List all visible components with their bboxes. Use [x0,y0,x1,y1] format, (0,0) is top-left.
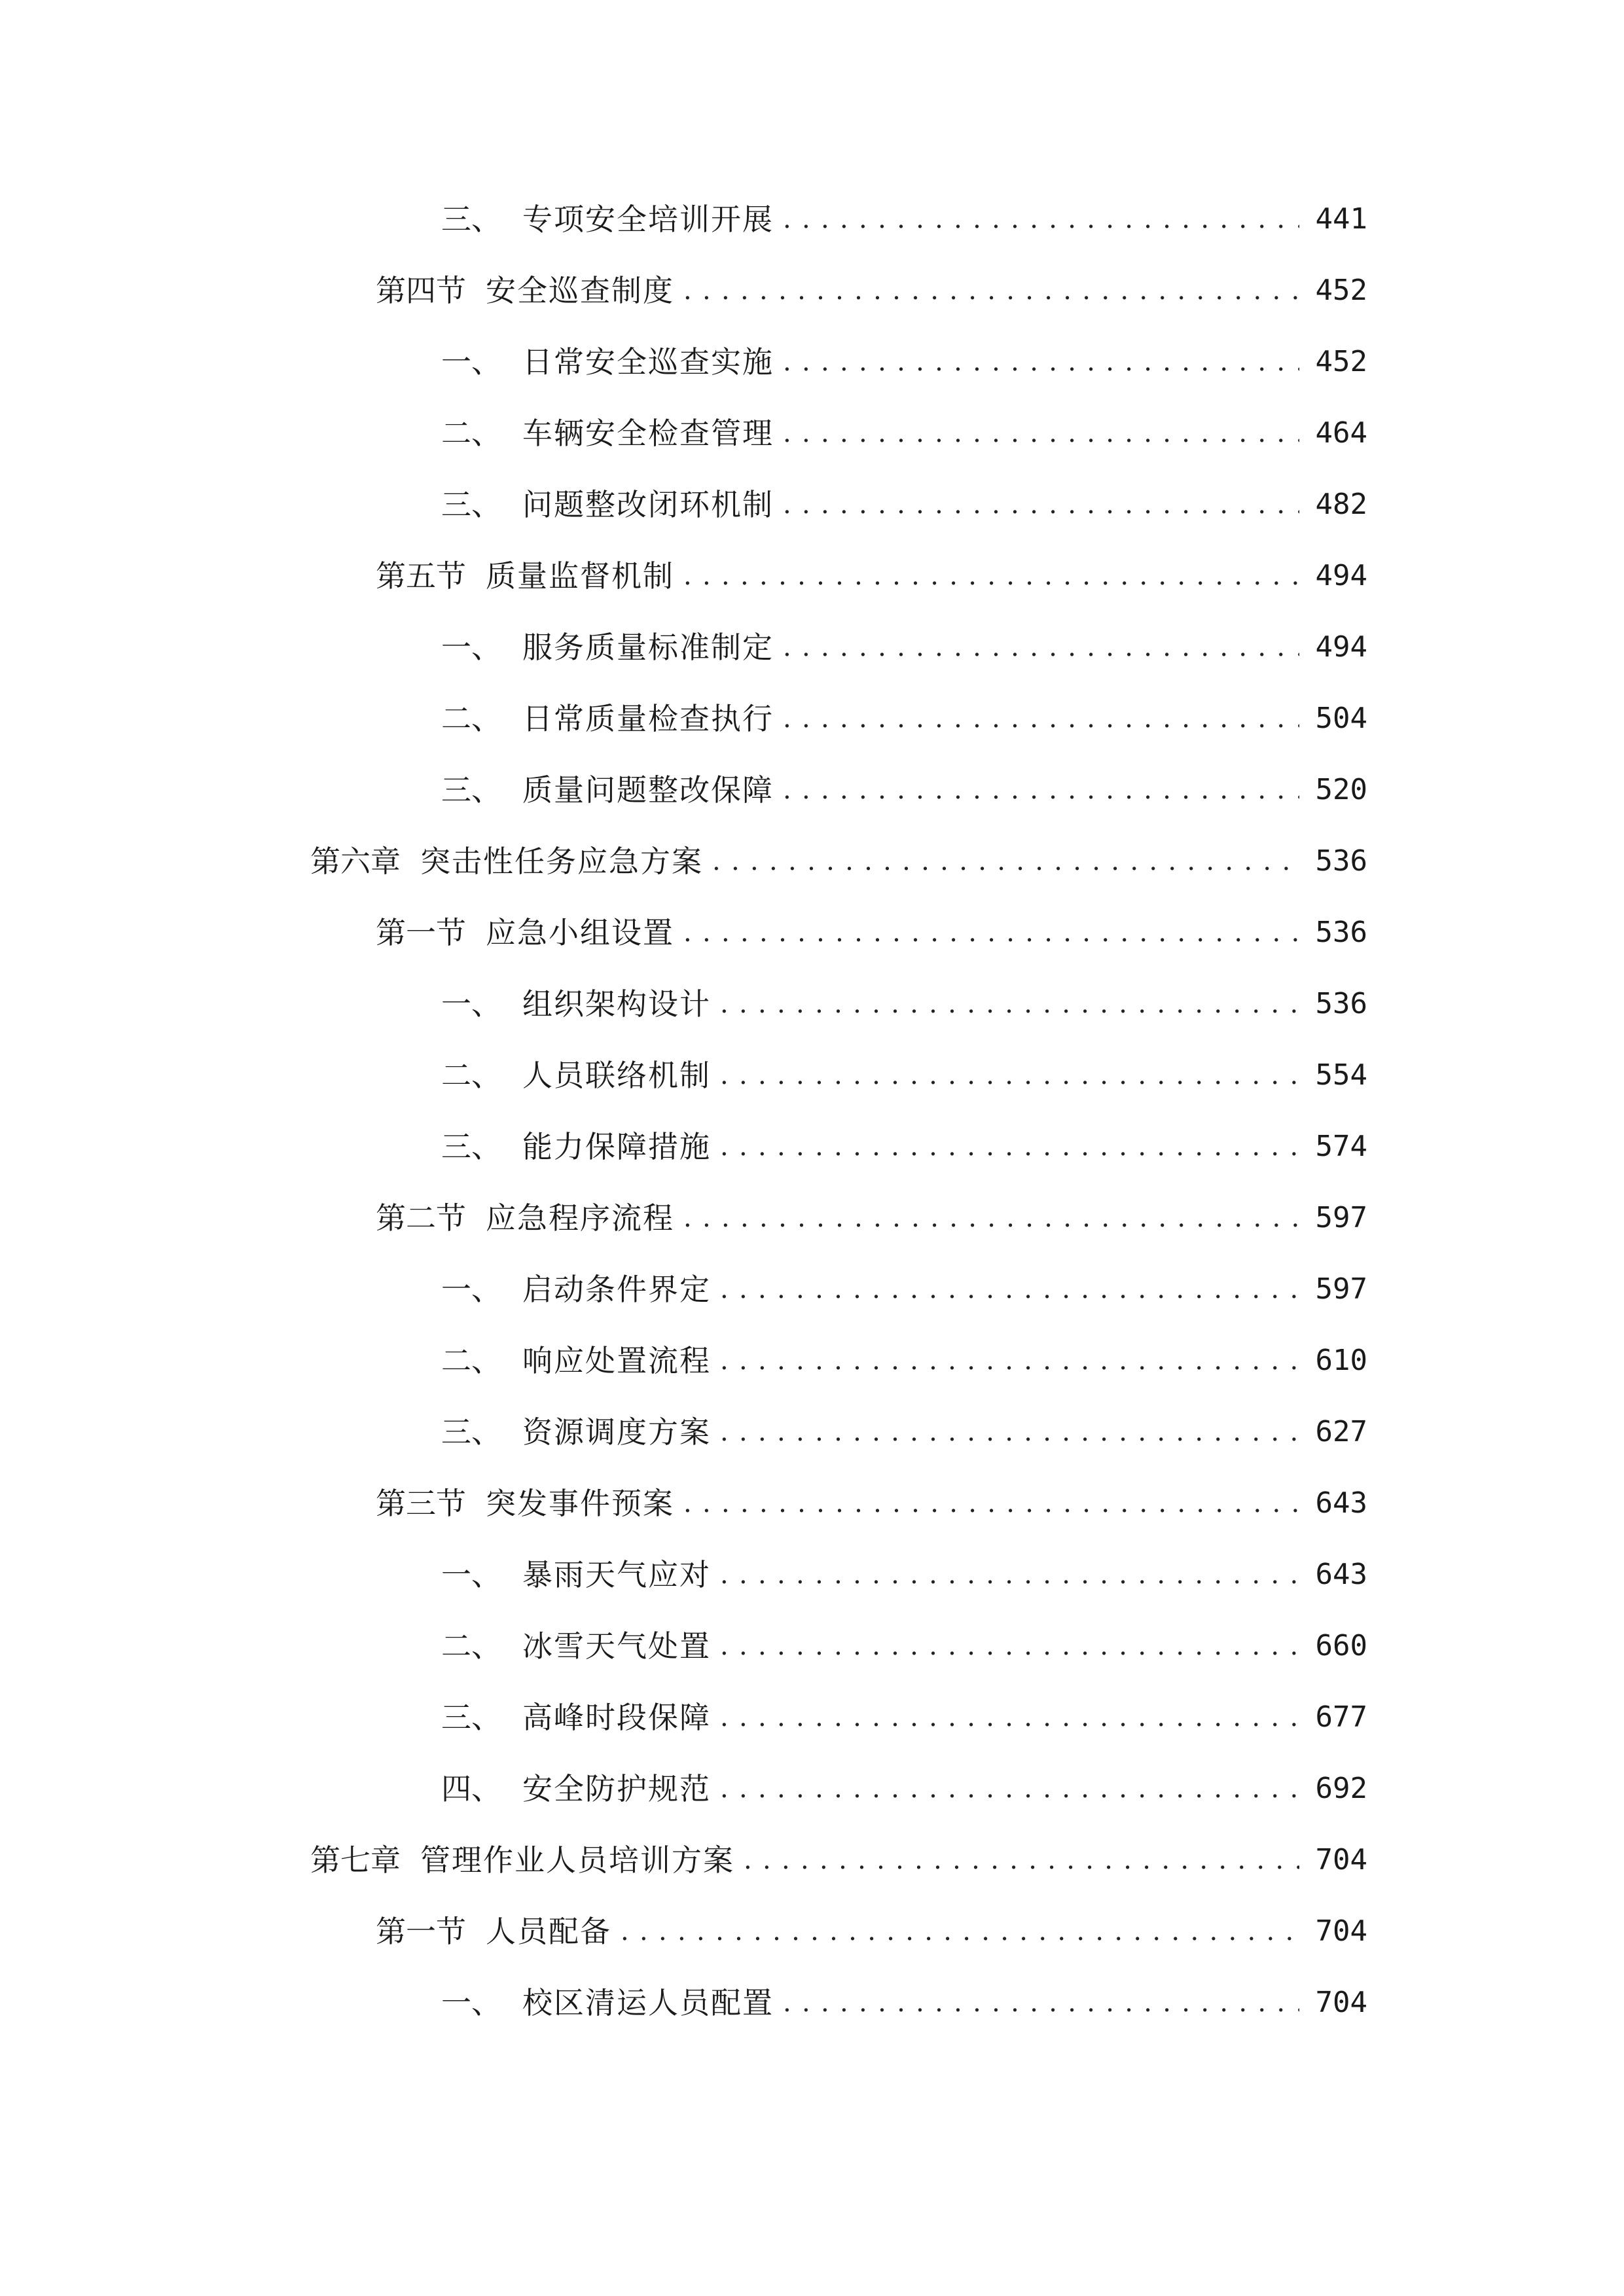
dot-leader [720,978,1299,1030]
entry-number: 第六章 [310,844,401,879]
entry-number: 二、 [441,1343,501,1378]
toc-entry[interactable] [441,1263,1367,1316]
toc-entry[interactable] [376,264,1367,317]
toc-entry[interactable] [376,906,1367,959]
entry-title: 暴雨天气应对 [522,1557,711,1592]
toc-entry[interactable] [441,1549,1367,1601]
toc-entry[interactable] [310,1834,1367,1886]
entry-title: 服务质量标准制定 [522,630,774,665]
dot-leader [683,906,1299,959]
toc-entry[interactable] [441,764,1367,816]
entry-title: 质量问题整改保障 [522,772,774,808]
toc-entry[interactable] [376,1477,1367,1530]
entry-number: 第四节 [376,273,466,308]
entry-number: 一、 [441,986,501,1022]
entry-title: 日常安全巡查实施 [522,344,774,380]
entry-page-number: 554 [1315,1058,1367,1092]
toc-entry[interactable] [441,1620,1367,1672]
dot-leader [720,1049,1299,1102]
toc-entry[interactable] [441,1049,1367,1102]
entry-number: 三、 [441,487,501,522]
dot-leader [683,1192,1299,1244]
entry-page-number: 494 [1315,630,1367,664]
entry-title: 车辆安全检查管理 [522,416,774,451]
toc-entry[interactable] [376,1905,1367,1958]
entry-page-number: 692 [1315,1772,1367,1805]
entry-page-number: 597 [1315,1272,1367,1306]
dot-leader [783,407,1299,459]
dot-leader [783,621,1299,673]
entry-page-number: 536 [1315,916,1367,949]
entry-number: 第七章 [310,1842,401,1878]
entry-title: 专项安全培训开展 [522,202,774,237]
entry-page-number: 704 [1315,1914,1367,1948]
entry-title: 资源调度方案 [522,1414,711,1450]
entry-number: 三、 [441,1414,501,1450]
entry-number: 第二节 [376,1200,466,1236]
entry-page-number: 504 [1315,702,1367,735]
dot-leader [720,1691,1299,1744]
dot-leader [683,1477,1299,1530]
dot-leader [720,1335,1299,1387]
toc-entry[interactable] [441,1691,1367,1744]
entry-page-number: 677 [1315,1700,1367,1734]
entry-page-number: 520 [1315,773,1367,806]
entry-title: 校区清运人员配置 [522,1985,774,2020]
entry-number: 一、 [441,1985,501,2020]
dot-leader [683,550,1299,602]
entry-title: 管理作业人员培训方案 [420,1842,734,1878]
entry-page-number: 441 [1315,202,1367,236]
toc-entry[interactable] [441,692,1367,745]
entry-number: 第三节 [376,1486,466,1521]
entry-number: 三、 [441,1700,501,1735]
dot-leader [720,1406,1299,1458]
dot-leader [720,1549,1299,1601]
toc-entry[interactable] [376,1192,1367,1244]
entry-page-number: 494 [1315,559,1367,592]
entry-title: 启动条件界定 [522,1272,711,1307]
entry-page-number: 574 [1315,1130,1367,1163]
entry-title: 日常质量检查执行 [522,701,774,736]
entry-page-number: 452 [1315,274,1367,307]
toc-entry[interactable] [441,1763,1367,1815]
entry-page-number: 643 [1315,1558,1367,1591]
toc-entry[interactable] [441,478,1367,531]
entry-number: 第一节 [376,915,466,950]
toc-entry[interactable] [441,336,1367,388]
entry-title: 人员联络机制 [522,1058,711,1093]
dot-leader [783,193,1299,245]
dot-leader [712,835,1299,888]
entry-number: 二、 [441,701,501,736]
entry-title: 冰雪天气处置 [522,1628,711,1664]
entry-page-number: 536 [1315,987,1367,1020]
toc-entry[interactable] [441,1335,1367,1387]
entry-title: 突击性任务应急方案 [420,844,703,879]
toc-entry[interactable] [441,193,1367,245]
entry-number: 二、 [441,1628,501,1664]
entry-page-number: 643 [1315,1486,1367,1520]
entry-page-number: 452 [1315,345,1367,378]
entry-title: 高峰时段保障 [522,1700,711,1735]
entry-title: 人员配备 [486,1914,611,1949]
entry-title: 应急程序流程 [486,1200,674,1236]
dot-leader [720,1763,1299,1815]
entry-number: 一、 [441,1557,501,1592]
dot-leader [783,764,1299,816]
entry-number: 第一节 [376,1914,466,1949]
dot-leader [783,336,1299,388]
toc-entry[interactable] [441,1121,1367,1173]
toc-entry[interactable] [310,835,1367,888]
entry-number: 三、 [441,202,501,237]
dot-leader [783,478,1299,531]
dot-leader [720,1620,1299,1672]
dot-leader [720,1263,1299,1316]
entry-title: 安全巡查制度 [486,273,674,308]
entry-title: 组织架构设计 [522,986,711,1022]
entry-page-number: 704 [1315,1986,1367,2019]
toc-entry[interactable] [441,621,1367,673]
entry-number: 一、 [441,1272,501,1307]
entry-page-number: 627 [1315,1415,1367,1448]
entry-page-number: 536 [1315,844,1367,878]
dot-leader [683,264,1299,317]
entry-title: 问题整改闭环机制 [522,487,774,522]
entry-number: 四、 [441,1771,501,1806]
entry-number: 一、 [441,630,501,665]
toc-entry[interactable] [441,978,1367,1030]
entry-page-number: 610 [1315,1344,1367,1377]
entry-page-number: 482 [1315,488,1367,521]
entry-title: 应急小组设置 [486,915,674,950]
entry-page-number: 597 [1315,1201,1367,1234]
dot-leader [621,1905,1299,1958]
entry-number: 三、 [441,772,501,808]
entry-number: 第五节 [376,558,466,594]
entry-number: 二、 [441,1058,501,1093]
toc-entry[interactable] [441,407,1367,459]
entry-page-number: 704 [1315,1843,1367,1876]
entry-number: 二、 [441,416,501,451]
dot-leader [744,1834,1299,1886]
toc-entry[interactable] [441,1406,1367,1458]
entry-number: 一、 [441,344,501,380]
dot-leader [783,692,1299,745]
toc-entry[interactable] [376,550,1367,602]
entry-title: 能力保障措施 [522,1129,711,1164]
entry-title: 突发事件预案 [486,1486,674,1521]
dot-leader [783,1977,1299,2029]
toc-entry[interactable] [441,1977,1367,2029]
dot-leader [720,1121,1299,1173]
entry-title: 响应处置流程 [522,1343,711,1378]
entry-title: 质量监督机制 [486,558,674,594]
entry-page-number: 660 [1315,1629,1367,1662]
entry-page-number: 464 [1315,416,1367,450]
entry-title: 安全防护规范 [522,1771,711,1806]
entry-number: 三、 [441,1129,501,1164]
